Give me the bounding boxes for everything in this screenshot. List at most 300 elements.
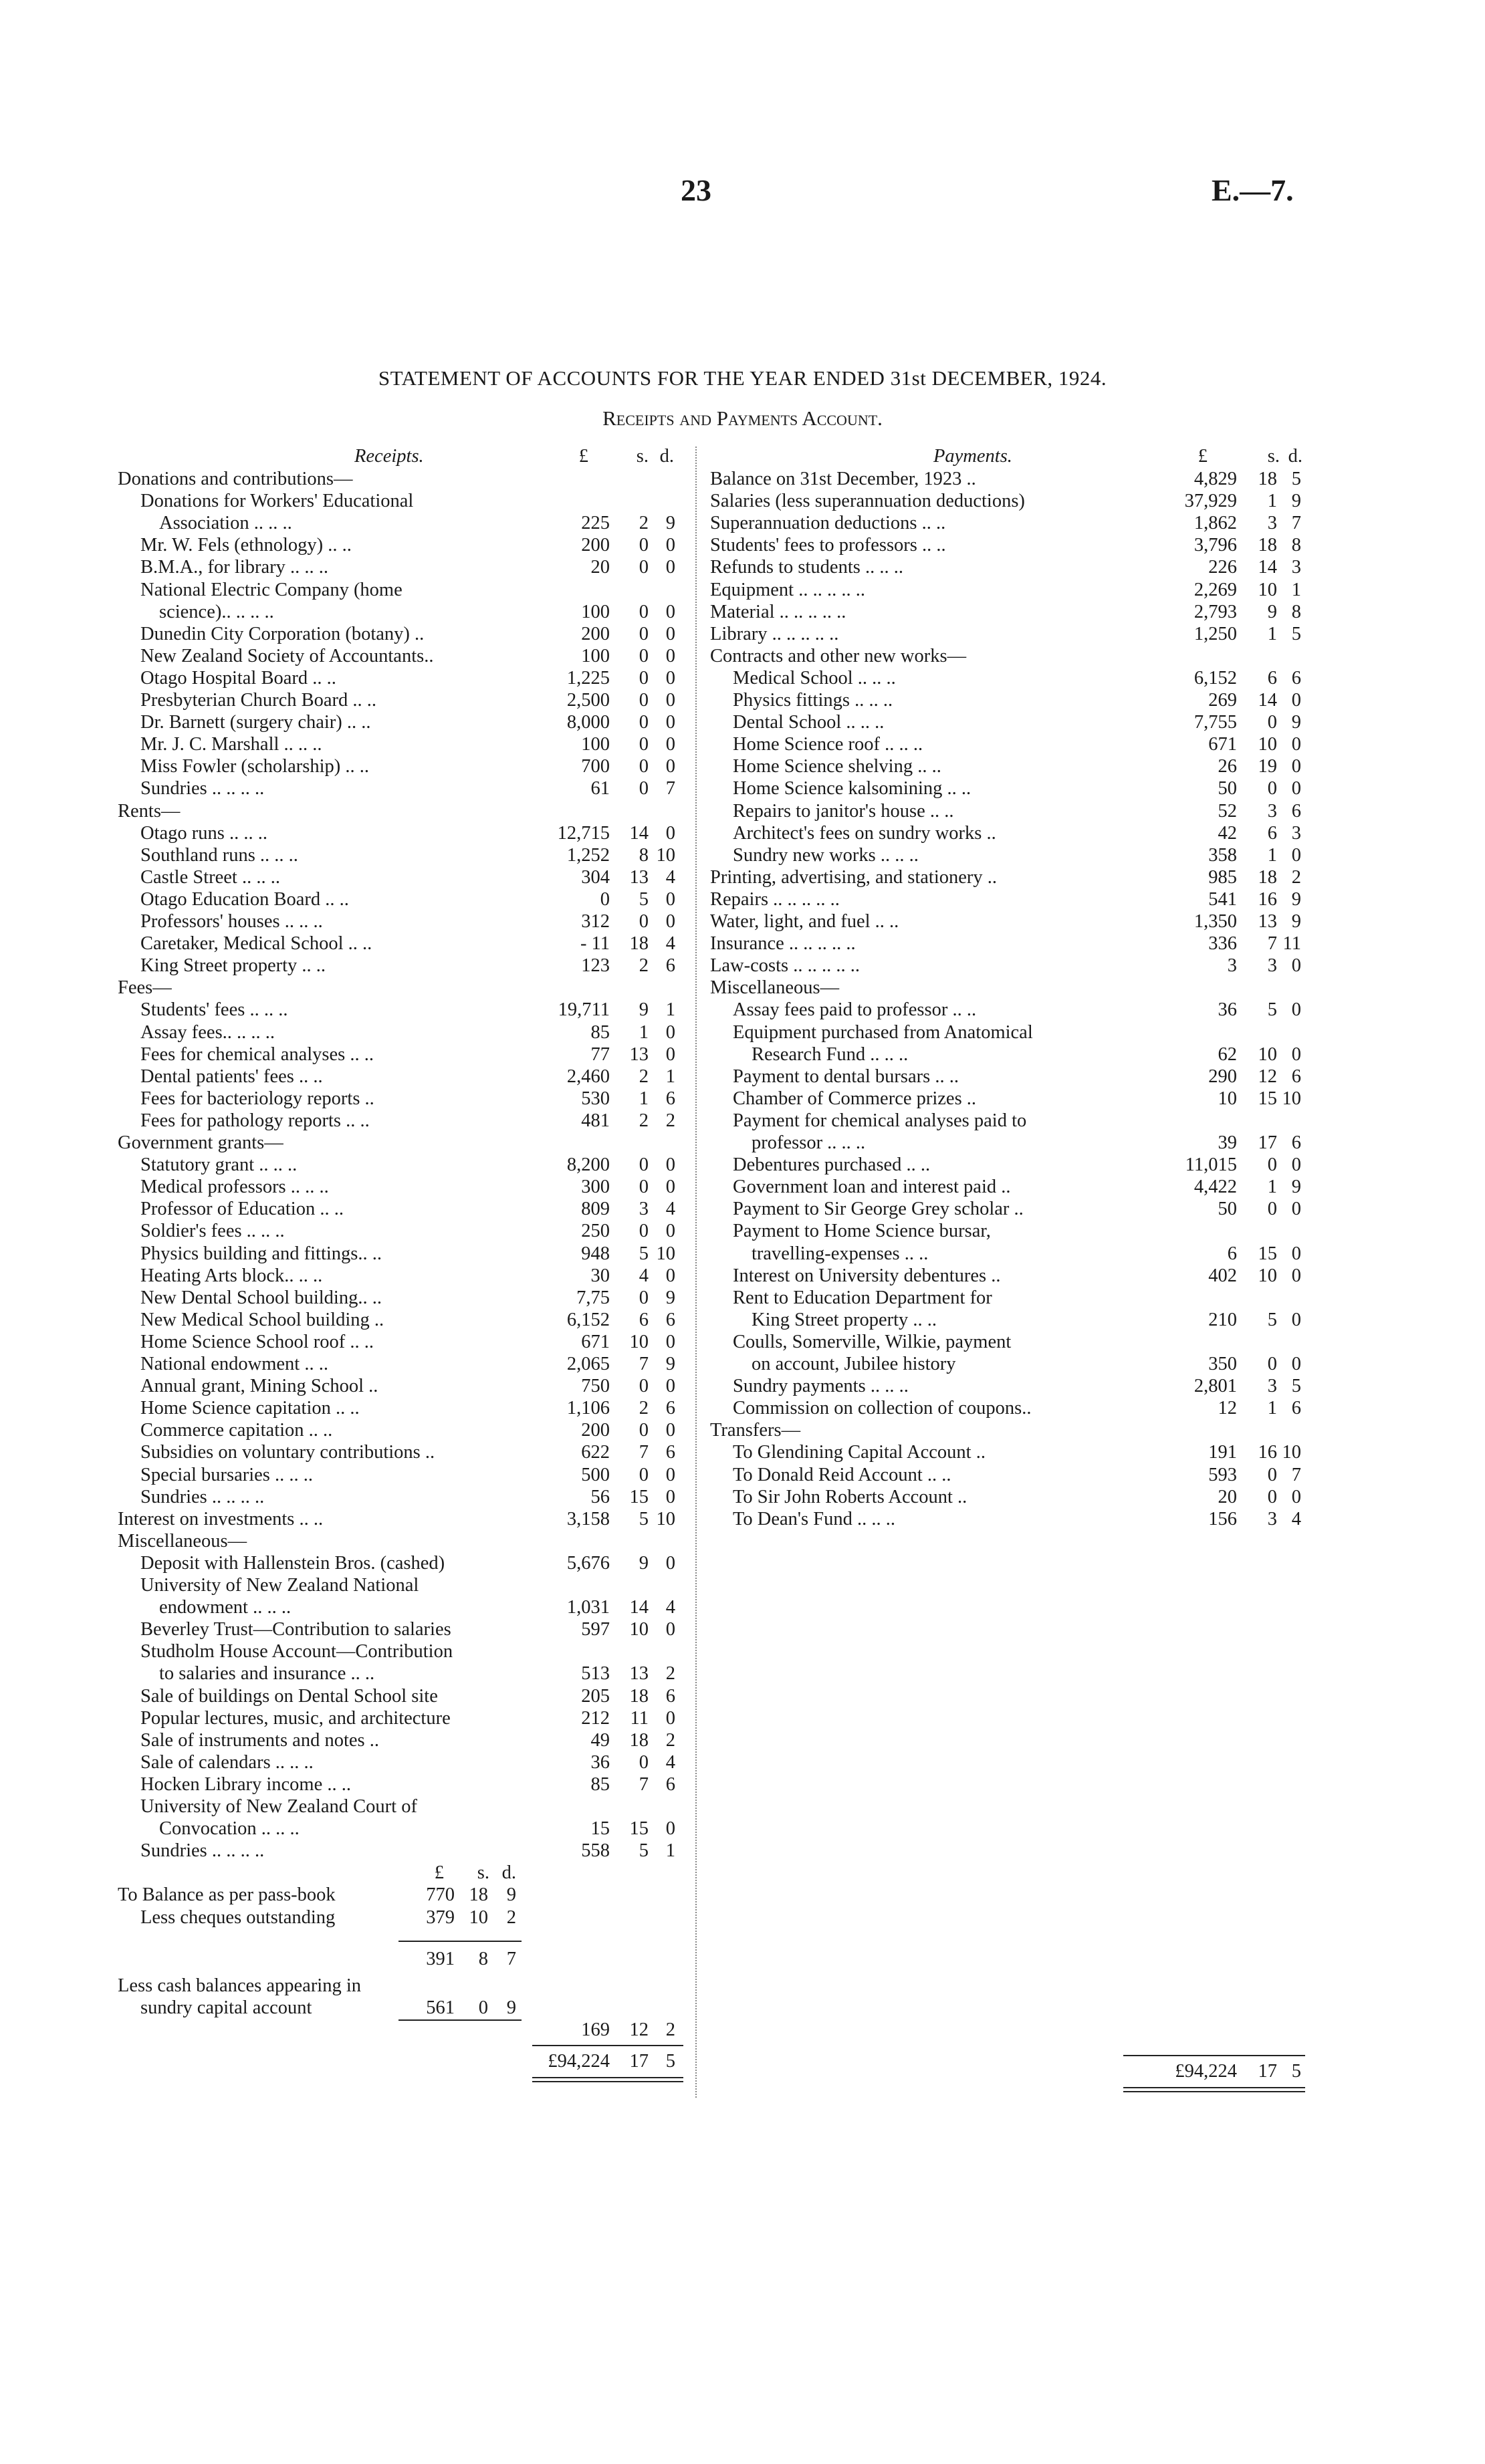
receipts-row-amount-s: 0 — [639, 623, 649, 644]
balance-subtotal-amount-s: 8 — [478, 1949, 488, 1970]
receipts-col-s: s. — [636, 446, 649, 467]
payments-row-label: Payment for chemical analyses paid to — [733, 1110, 1027, 1131]
receipts-row-amount-l: 225 — [581, 513, 610, 534]
payments-row-label: To Donald Reid Account .. .. — [733, 1464, 951, 1485]
balance-col-s: s. — [477, 1862, 489, 1884]
payments-row — [0, 1132, 1337, 1154]
payments-row-amount-s: 10 — [1258, 579, 1277, 600]
receipts-row-amount-l: 36 — [590, 1751, 610, 1773]
payments-row-amount-l: 20 — [1218, 1486, 1237, 1507]
payments-row-amount-l: 336 — [1208, 933, 1237, 955]
receipts-row-amount-l: 948 — [581, 1243, 610, 1264]
payments-row-amount-l: 10 — [1218, 1088, 1237, 1109]
balance-cheques-outstanding-amount-l: 379 — [426, 1906, 455, 1928]
receipts-row-amount-d: 6 — [665, 1773, 675, 1795]
payments-col-d: d. — [1288, 446, 1302, 467]
receipts-row-label: Presbyterian Church Board .. .. — [140, 690, 377, 711]
payments-row-amount-d: 0 — [1291, 1199, 1301, 1220]
payments-row-label: Transfers— — [710, 1420, 801, 1441]
payments-row — [0, 1021, 1337, 1043]
receipts-row-amount-d: 4 — [665, 1597, 675, 1618]
payments-row-amount-s: 10 — [1258, 734, 1277, 755]
receipts-row-label: Studholm House Account—Contribution — [140, 1641, 453, 1662]
receipts-row-amount-s: 5 — [639, 888, 649, 910]
payments-row — [0, 910, 1337, 933]
receipts-row-label: Dental patients' fees .. .. — [140, 1066, 323, 1087]
payments-row — [0, 1066, 1337, 1088]
payments-row-amount-s: 5 — [1267, 1309, 1277, 1330]
payments-row — [0, 645, 1337, 667]
payments-row-label: Payment to Sir George Grey scholar .. — [733, 1199, 1024, 1220]
balance-cheques-outstanding-amount-d: 2 — [506, 1906, 516, 1928]
payments-row-label: Equipment purchased from Anatomical — [733, 1021, 1033, 1043]
payments-row — [0, 1397, 1337, 1419]
payments-row-amount-s: 1 — [1267, 491, 1277, 512]
receipts-row-label: Sale of instruments and notes .. — [140, 1729, 379, 1751]
payments-row-label: Repairs to janitor's house .. .. — [733, 800, 954, 822]
payments-row-amount-d: 5 — [1291, 1376, 1301, 1397]
receipts-row — [0, 1796, 695, 1818]
receipts-row — [0, 1818, 695, 1840]
receipts-row-label: Otago Hospital Board .. .. — [140, 667, 336, 689]
payments-row-label: Debentures purchased .. .. — [733, 1154, 931, 1176]
receipts-row-amount-d: 0 — [665, 1221, 675, 1242]
receipts-row-amount-d: 4 — [665, 1751, 675, 1773]
payments-row-amount-s: 0 — [1267, 778, 1277, 799]
payments-row-amount-s: 3 — [1267, 1376, 1277, 1397]
balance-pass-book-amount-s: 18 — [469, 1884, 488, 1906]
payments-row-amount-l: 62 — [1218, 1043, 1237, 1065]
payments-row-amount-s: 0 — [1267, 1199, 1277, 1220]
balance-cheques-outstanding-label: Less cheques outstanding — [140, 1906, 336, 1928]
payments-row-amount-s: 18 — [1258, 866, 1277, 888]
payments-row-amount-s: 15 — [1258, 1243, 1277, 1264]
payments-row-label: Coulls, Somerville, Wilkie, payment — [733, 1331, 1012, 1352]
payments-row-label: To Dean's Fund .. .. .. — [733, 1508, 896, 1529]
receipts-row-amount-l: 20 — [590, 557, 610, 578]
payments-row-amount-l: 210 — [1208, 1309, 1237, 1330]
payments-row-amount-d: 9 — [1291, 911, 1301, 932]
payments-row-amount-d: 0 — [1291, 1354, 1301, 1374]
payments-row-amount-s: 0 — [1267, 1154, 1277, 1176]
receipts-row-amount-s: 15 — [629, 1818, 649, 1840]
payments-row-label: professor .. .. .. — [752, 1132, 866, 1153]
receipts-row-amount-s: 13 — [629, 1663, 649, 1685]
payments-row — [0, 977, 1337, 999]
receipts-row-label: Home Science capitation .. .. — [140, 1398, 360, 1419]
receipts-row-label: Donations and contributions— — [118, 469, 353, 489]
payments-row-amount-s: 18 — [1258, 535, 1277, 556]
payments-row-amount-d: 6 — [1291, 667, 1301, 689]
receipts-row-label: Dr. Barnett (surgery chair) .. .. — [140, 712, 371, 733]
receipts-row-label: Donations for Workers' Educational — [140, 491, 414, 512]
receipts-row-amount-l: 77 — [590, 1043, 610, 1065]
payments-row-label: Dental School .. .. .. — [733, 712, 885, 733]
receipts-row-amount-s: 0 — [639, 535, 649, 556]
payments-row-amount-l: 39 — [1218, 1132, 1237, 1153]
payments-row — [0, 1309, 1337, 1331]
payments-row-amount-s: 19 — [1258, 756, 1277, 777]
payments-row-label: Home Science roof .. .. .. — [733, 734, 923, 755]
payments-row — [0, 534, 1337, 556]
receipts-row-amount-s: 0 — [639, 557, 649, 578]
receipts-row-amount-s: 14 — [629, 822, 649, 844]
receipts-row-amount-d: 1 — [665, 999, 675, 1021]
balance-pass-book-label: To Balance as per pass-book — [118, 1884, 336, 1906]
receipts-row-amount-l: 200 — [581, 535, 610, 556]
payments-row-label: Assay fees paid to professor .. .. — [733, 999, 977, 1021]
payments-row-amount-l: 350 — [1208, 1354, 1237, 1374]
receipts-row-label: Castle Street .. .. .. — [140, 866, 280, 888]
receipts-row-amount-s: 9 — [639, 999, 649, 1021]
payments-row — [0, 844, 1337, 866]
receipts-row-amount-s: 0 — [639, 734, 649, 755]
receipts-row-amount-l: 100 — [581, 645, 610, 666]
receipts-row-label: Subsidies on voluntary contributions .. — [140, 1442, 435, 1463]
payments-row-amount-s: 14 — [1258, 690, 1277, 711]
receipts-row-label: Miscellaneous— — [118, 1530, 247, 1552]
payments-row-amount-l: 26 — [1218, 756, 1237, 777]
receipts-row-amount-s: 0 — [639, 778, 649, 799]
payments-row — [0, 601, 1337, 623]
receipts-row-amount-l: 481 — [581, 1110, 610, 1131]
receipts-row-label: Deposit with Hallenstein Bros. (cashed) — [140, 1552, 445, 1574]
receipts-row-label: Sale of buildings on Dental School site — [140, 1685, 438, 1707]
receipts-row-label: Professor of Education .. .. — [140, 1199, 344, 1220]
payments-heading: Payments. — [933, 446, 1012, 467]
payments-row — [0, 733, 1337, 755]
payments-row-amount-s: 14 — [1258, 557, 1277, 578]
receipts-row-label: Soldier's fees .. .. .. — [140, 1221, 285, 1242]
account-subtitle: Receipts and Payments Account. — [602, 406, 883, 430]
receipts-row-label: New Medical School building .. — [140, 1309, 384, 1330]
receipts-row-amount-l: 200 — [581, 1420, 610, 1441]
payments-row-amount-l: 36 — [1218, 999, 1237, 1021]
payments-row-amount-l: 2,269 — [1193, 579, 1237, 600]
payments-row — [0, 777, 1337, 799]
receipts-row-label: Sundries .. .. .. .. — [140, 778, 265, 799]
receipts-row-amount-s: 2 — [639, 955, 649, 977]
receipts-row-amount-l: 123 — [581, 955, 610, 977]
payments-row-amount-s: 1 — [1267, 844, 1277, 866]
payments-row-amount-d: 0 — [1291, 756, 1301, 777]
payments-row-amount-s: 6 — [1267, 667, 1277, 689]
receipts-row-label: Fees— — [118, 977, 172, 999]
receipts-row-amount-d: 0 — [665, 1707, 675, 1729]
payments-row — [0, 1198, 1337, 1220]
receipts-row-amount-l: 671 — [581, 1331, 610, 1352]
payments-row-amount-l: 1,250 — [1193, 623, 1237, 644]
receipts-row-amount-l: 304 — [581, 866, 610, 888]
receipts-row-label: Fees for pathology reports .. .. — [140, 1110, 370, 1131]
payments-row-amount-s: 10 — [1258, 1043, 1277, 1065]
balance-pass-book-amount-d: 9 — [506, 1884, 516, 1906]
payments-column-header — [695, 445, 1364, 467]
payments-row-label: Sundry payments .. .. .. — [733, 1376, 909, 1397]
receipts-row-label: Convocation .. .. .. — [159, 1818, 300, 1840]
payments-row — [0, 1508, 1337, 1530]
receipts-row-amount-l: 85 — [590, 1021, 610, 1043]
payments-row — [0, 933, 1337, 955]
receipts-row-amount-s: 0 — [639, 1420, 649, 1441]
receipts-row-label: Commerce capitation .. .. — [140, 1420, 333, 1441]
receipts-row-label: B.M.A., for library .. .. .. — [140, 557, 329, 578]
receipts-row-amount-l: 2,460 — [566, 1066, 610, 1087]
payments-row — [0, 888, 1337, 910]
payments-row-amount-l: 3,796 — [1193, 535, 1237, 556]
balance-cash-label — [0, 1975, 695, 1997]
payments-row — [0, 623, 1337, 645]
payments-row-amount-l: 12 — [1218, 1398, 1237, 1419]
receipts-row-label: Sundries .. .. .. .. — [140, 1840, 265, 1862]
receipts-row-amount-s: 1 — [639, 1021, 649, 1043]
receipts-row-amount-s: 7 — [639, 1773, 649, 1795]
balance-net — [0, 2019, 695, 2041]
receipts-row-amount-d: 0 — [665, 690, 675, 711]
receipts-row-label: New Dental School building.. .. — [140, 1287, 382, 1308]
payments-row-amount-l: 50 — [1218, 1199, 1237, 1220]
receipts-row-amount-l: 700 — [581, 756, 610, 777]
payments-total — [0, 2060, 1337, 2082]
payments-row-amount-d: 7 — [1291, 1464, 1301, 1485]
payments-row-label: King Street property .. .. — [752, 1309, 937, 1330]
receipts-row-amount-l: 30 — [590, 1265, 610, 1286]
payments-row-label: Students' fees to professors .. .. — [710, 535, 946, 556]
balance-cash-amount-d: 9 — [506, 1997, 516, 2019]
payments-row-amount-d: 9 — [1291, 888, 1301, 910]
receipts-row-label: Rents— — [118, 800, 181, 822]
receipts-row-amount-d: 0 — [665, 601, 675, 622]
payments-row-label: travelling-expenses .. .. — [752, 1243, 929, 1264]
payments-row-amount-s: 1 — [1267, 1177, 1277, 1198]
receipts-row — [0, 1840, 695, 1862]
receipts-column-header — [0, 445, 695, 467]
receipts-row-amount-l: 8,000 — [566, 712, 610, 733]
payments-row-amount-s: 3 — [1267, 513, 1277, 534]
payments-row-amount-d: 3 — [1291, 557, 1301, 578]
receipts-row — [0, 1751, 695, 1773]
payments-row-amount-l: 7,755 — [1193, 712, 1237, 733]
payments-row-amount-l: 290 — [1208, 1066, 1237, 1087]
payments-row-amount-d: 0 — [1291, 690, 1301, 711]
receipts-row-amount-s: 0 — [639, 690, 649, 711]
payments-row — [0, 1088, 1337, 1110]
payments-row-label: Equipment .. .. .. .. .. — [710, 579, 865, 600]
payments-row-amount-d: 8 — [1291, 535, 1301, 556]
payments-row-amount-d: 11 — [1282, 933, 1301, 955]
payments-row-label: Chamber of Commerce prizes .. — [733, 1088, 977, 1109]
receipts-row-amount-s: 0 — [639, 1287, 649, 1308]
receipts-row-label: New Zealand Society of Accountants.. — [140, 645, 434, 666]
receipts-row-amount-l: 6,152 — [566, 1309, 610, 1330]
payments-row-amount-d: 0 — [1291, 955, 1301, 977]
receipts-row-amount-s: 5 — [639, 1243, 649, 1264]
payments-row-amount-d: 6 — [1291, 1132, 1301, 1153]
receipts-row-amount-d: 9 — [665, 1287, 675, 1308]
receipts-row-label: Statutory grant .. .. .. — [140, 1154, 298, 1176]
payments-row-amount-l: 191 — [1208, 1442, 1237, 1463]
receipts-row — [0, 1618, 695, 1640]
payments-row-amount-d: 6 — [1291, 1398, 1301, 1419]
balance-cash-label-label: Less cash balances appearing in — [118, 1975, 362, 1997]
payments-row-amount-d: 0 — [1291, 1243, 1301, 1264]
payments-row-amount-d: 0 — [1291, 1486, 1301, 1507]
receipts-row-amount-s: 10 — [629, 1331, 649, 1352]
receipts-row-amount-s: 7 — [639, 1354, 649, 1374]
payments-row-amount-l: 4,829 — [1193, 469, 1237, 489]
receipts-row-label: Caretaker, Medical School .. .. — [140, 933, 372, 955]
receipts-row-amount-d: 0 — [665, 734, 675, 755]
receipts-row-label: Assay fees.. .. .. .. — [140, 1021, 275, 1043]
payments-row-label: Medical School .. .. .. — [733, 667, 896, 689]
payments-row-amount-s: 1 — [1267, 623, 1277, 644]
payments-row — [0, 689, 1337, 711]
payments-row-amount-l: 593 — [1208, 1464, 1237, 1485]
payments-row-amount-d: 10 — [1282, 1442, 1301, 1463]
receipts-row-amount-l: 0 — [600, 888, 610, 910]
receipts-row — [0, 1640, 695, 1662]
balance-cheques-outstanding-amount-s: 10 — [469, 1906, 488, 1928]
receipts-row-amount-l: 8,200 — [566, 1154, 610, 1176]
balance-pass-book-amount-l: 770 — [426, 1884, 455, 1906]
receipts-row-amount-l: 212 — [581, 1707, 610, 1729]
payments-row-amount-s: 15 — [1258, 1088, 1277, 1109]
receipts-row-amount-s: 0 — [639, 645, 649, 666]
receipts-row-amount-s: 5 — [639, 1840, 649, 1862]
payments-row-amount-s: 5 — [1267, 999, 1277, 1021]
receipts-row-label: King Street property .. .. — [140, 955, 326, 977]
receipts-row-amount-d: 0 — [665, 1376, 675, 1397]
payments-row-label: Library .. .. .. .. .. — [710, 623, 839, 644]
payments-row-amount-d: 6 — [1291, 1066, 1301, 1087]
receipts-row-amount-s: 1 — [639, 1088, 649, 1109]
payments-row-amount-d: 10 — [1282, 1088, 1301, 1109]
receipts-row-amount-l: 5,676 — [566, 1552, 610, 1574]
receipts-row-amount-l: 750 — [581, 1376, 610, 1397]
receipts-row-label: University of New Zealand National — [140, 1575, 419, 1596]
payments-row-label: To Glendining Capital Account .. — [733, 1442, 986, 1463]
payments-row-label: Insurance .. .. .. .. .. — [710, 933, 856, 955]
balance-subtotal-rule — [398, 1941, 522, 1942]
receipts-row-label: Students' fees .. .. .. — [140, 999, 288, 1021]
receipts-row-amount-d: 9 — [665, 1354, 675, 1374]
payments-row-amount-l: 4,422 — [1193, 1177, 1237, 1198]
payments-row-amount-s: 3 — [1267, 1508, 1277, 1529]
payments-row-amount-s: 0 — [1267, 1464, 1277, 1485]
receipts-row-amount-l: 100 — [581, 734, 610, 755]
receipts-row — [0, 1530, 695, 1552]
receipts-row-amount-s: 18 — [629, 933, 649, 955]
receipts-row-label: Popular lectures, music, and architecture — [140, 1707, 451, 1729]
receipts-row-amount-l: 558 — [581, 1840, 610, 1862]
receipts-row-label: Home Science School roof .. .. — [140, 1331, 374, 1352]
receipts-row-amount-s: 0 — [639, 1221, 649, 1242]
payments-row-amount-s: 1 — [1267, 1398, 1277, 1419]
receipts-row-amount-d: 2 — [665, 1110, 675, 1131]
payments-row-label: Payment to Home Science bursar, — [733, 1221, 991, 1242]
payments-row-label: Interest on University debentures .. — [733, 1265, 1001, 1286]
receipts-row-amount-s: 13 — [629, 866, 649, 888]
payments-row-amount-l: 985 — [1208, 866, 1237, 888]
receipts-row-amount-l: 7,75 — [576, 1287, 610, 1308]
receipts-col-d: d. — [659, 446, 674, 467]
receipts-row-amount-d: 0 — [665, 756, 675, 777]
payments-row-amount-d: 0 — [1291, 1265, 1301, 1286]
page-number: 23 — [681, 173, 711, 207]
receipts-row-amount-l: 1,225 — [566, 667, 610, 689]
receipts-total-rule — [532, 2045, 683, 2046]
receipts-row-amount-d: 0 — [665, 623, 675, 644]
payments-row-amount-l: 11,015 — [1185, 1154, 1237, 1176]
receipts-row-amount-d: 0 — [665, 1043, 675, 1065]
payments-row-amount-l: 2,793 — [1193, 601, 1237, 622]
receipts-row-amount-l: 312 — [581, 911, 610, 932]
receipts-row-label: Heating Arts block.. .. .. — [140, 1265, 323, 1286]
payments-row-amount-l: 37,929 — [1184, 491, 1237, 512]
receipts-row-amount-d: 10 — [656, 1508, 675, 1529]
payments-row-amount-s: 3 — [1267, 800, 1277, 822]
payments-total-amount-s: 17 — [1258, 2061, 1277, 2082]
receipts-row-amount-d: 7 — [665, 778, 675, 799]
balance-cash-amount-l: 561 — [426, 1997, 455, 2019]
payments-row-amount-d: 7 — [1291, 513, 1301, 534]
payments-row — [0, 822, 1337, 844]
receipts-row-amount-s: 8 — [639, 844, 649, 866]
payments-row-amount-l: 269 — [1208, 690, 1237, 711]
payments-total-amount-d: 5 — [1291, 2061, 1301, 2082]
receipts-row-label: Interest on investments .. .. — [118, 1508, 324, 1529]
receipts-row-amount-d: 9 — [665, 513, 675, 534]
receipts-row — [0, 1574, 695, 1596]
receipts-row-label: Mr. W. Fels (ethnology) .. .. — [140, 535, 352, 556]
receipts-row-amount-s: 0 — [639, 911, 649, 932]
payments-row-amount-l: 1,862 — [1193, 513, 1237, 534]
payments-row-amount-l: 2,801 — [1193, 1376, 1237, 1397]
payments-total-double-rule — [1123, 2087, 1305, 2092]
payments-row-label: Material .. .. .. .. .. — [710, 601, 846, 622]
payments-row — [0, 1375, 1337, 1397]
receipts-row-label: Sundries .. .. .. .. — [140, 1486, 265, 1507]
receipts-row-amount-d: 1 — [665, 1066, 675, 1087]
receipts-row-amount-l: 530 — [581, 1088, 610, 1109]
payments-row-amount-d: 8 — [1291, 601, 1301, 622]
receipts-row-amount-s: 0 — [639, 601, 649, 622]
receipts-row-amount-s: 9 — [639, 1552, 649, 1574]
receipts-row-amount-d: 10 — [656, 1243, 675, 1264]
receipts-row-label: Mr. J. C. Marshall .. .. .. — [140, 734, 322, 755]
receipts-row-label: National Electric Company (home — [140, 579, 403, 600]
payments-row-amount-d: 0 — [1291, 1309, 1301, 1330]
payments-row-amount-d: 3 — [1291, 822, 1301, 844]
payments-row-amount-l: 226 — [1208, 557, 1237, 578]
receipts-row-label: Hocken Library income .. .. — [140, 1773, 351, 1795]
payments-row-label: Water, light, and fuel .. .. — [710, 911, 899, 932]
payments-row-label: Sundry new works .. .. .. — [733, 844, 919, 866]
receipts-row-amount-d: 0 — [665, 1420, 675, 1441]
payments-row — [0, 468, 1337, 490]
payments-row — [0, 556, 1337, 578]
payments-row-amount-s: 7 — [1267, 933, 1277, 955]
receipts-row-amount-s: 5 — [639, 1508, 649, 1529]
payments-row-label: Research Fund .. .. .. — [752, 1043, 909, 1065]
balance-cash-amount-s: 0 — [478, 1997, 488, 2019]
balance-pass-book — [0, 1884, 695, 1906]
receipts-row-label: Dunedin City Corporation (botany) .. — [140, 623, 425, 644]
payments-row — [0, 800, 1337, 822]
payments-row — [0, 1176, 1337, 1198]
receipts-row-label: Medical professors .. .. .. — [140, 1177, 329, 1198]
payments-row-amount-d: 2 — [1291, 866, 1301, 888]
